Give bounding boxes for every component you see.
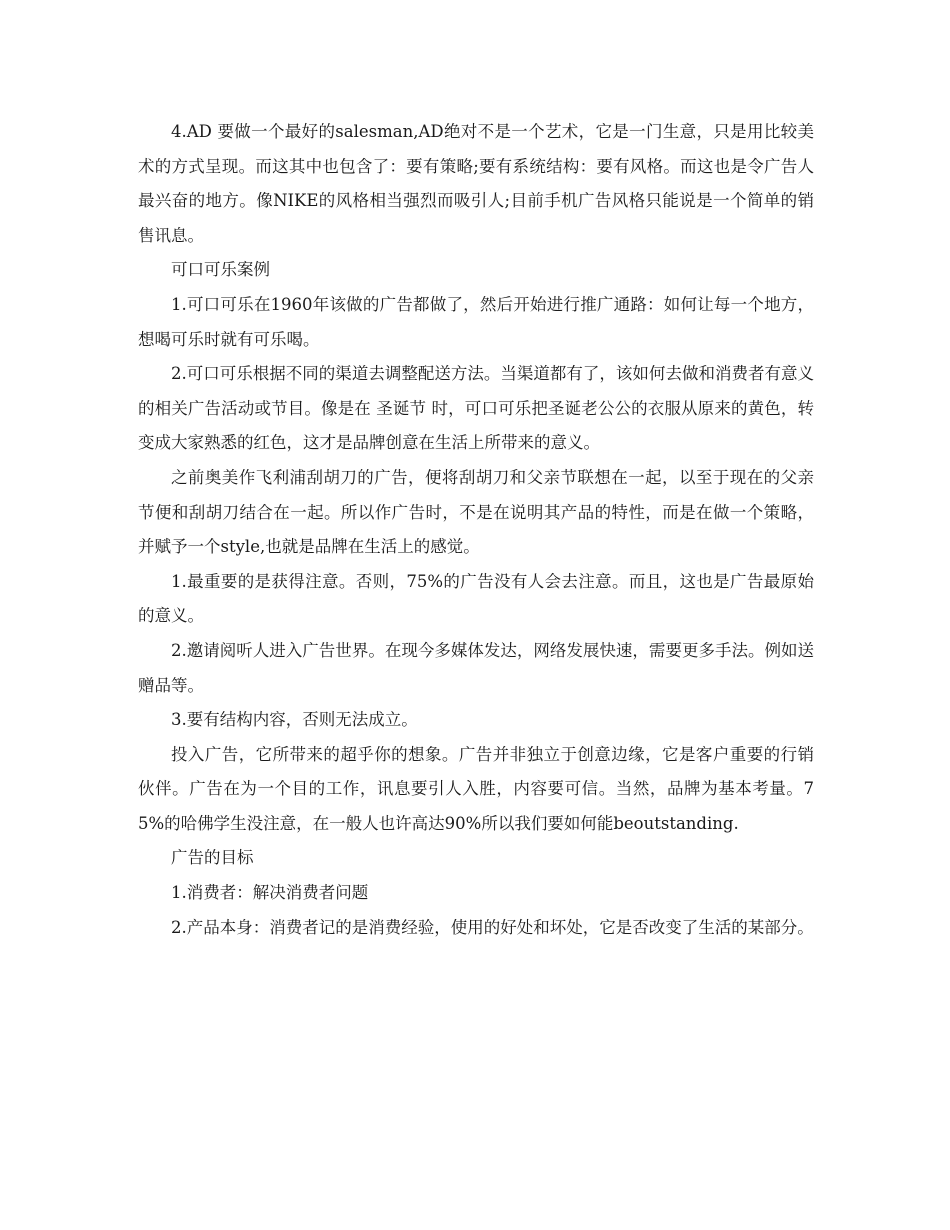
paragraph-philips-shaver: 之前奥美作飞利浦刮胡刀的广告，便将刮胡刀和父亲节联想在一起，以至于现在的父亲节便和刮胡刀结合在一起。所以作广告时，不是在说明其产品的特性，而是在做一个策略，并赋予一个style,也就是品牌在生活上的感觉。: [138, 467, 814, 557]
heading-coca-cola-case: 可口可乐案例: [171, 260, 270, 280]
document-body: [138, 115, 814, 945]
paragraph-invest-ads: 投入广告，它所带来的超乎你的想象。广告并非独立于创意边缘，它是客户重要的行销伙伴。广告在为一个目的工作，讯息要引人入胜，内容要可信。当然，品牌为基本考量。75%的哈佛学生没注意，在一般人也许高达90%所以我们要如何能beoutstanding.: [138, 744, 814, 833]
paragraph-goal-product: 2.产品本身：消费者记的是消费经验，使用的好处和坏处，它是否改变了生活的某部分。: [171, 917, 814, 937]
paragraph-goal-consumer: 1.消费者：解决消费者问题: [171, 883, 369, 903]
paragraph-point-invite: 2.邀请阅听人进入广告世界。在现今多媒体发达，网络发展快速，需要更多手法。例如送赠品等。: [138, 640, 814, 695]
paragraph-point-structure: 3.要有结构内容，否则无法成立。: [171, 710, 418, 730]
paragraph-coca-cola-1: 1.可口可乐在1960年该做的广告都做了，然后开始进行推广通路：如何让每一个地方，想喝可乐时就有可乐喝。: [138, 294, 814, 349]
paragraph-point-attention: 1.最重要的是获得注意。否则，75%的广告没有人会去注意。而且，这也是广告最原始的意义。: [138, 571, 814, 626]
paragraph-coca-cola-2: 2.可口可乐根据不同的渠道去调整配送方法。当渠道都有了，该如何去做和消费者有意义的相关广告活动或节目。像是在 圣诞节 时，可口可乐把圣诞老公公的衣服从原来的黄色，转变成大家熟悉的红色，这才是品牌创意在生活上所带来的意义。: [138, 364, 814, 453]
heading-ad-goals: 广告的目标: [171, 848, 254, 868]
paragraph-ad-salesman: 4.AD 要做一个最好的salesman,AD绝对不是一个艺术，它是一门生意，只是用比较美术的方式呈现。而这其中也包含了：要有策略;要有系统结构：要有风格。而这也是令广告人最兴奋的地方。像NIKE的风格相当强烈而吸引人;目前手机广告风格只能说是一个简单的销售讯息。: [138, 122, 814, 245]
